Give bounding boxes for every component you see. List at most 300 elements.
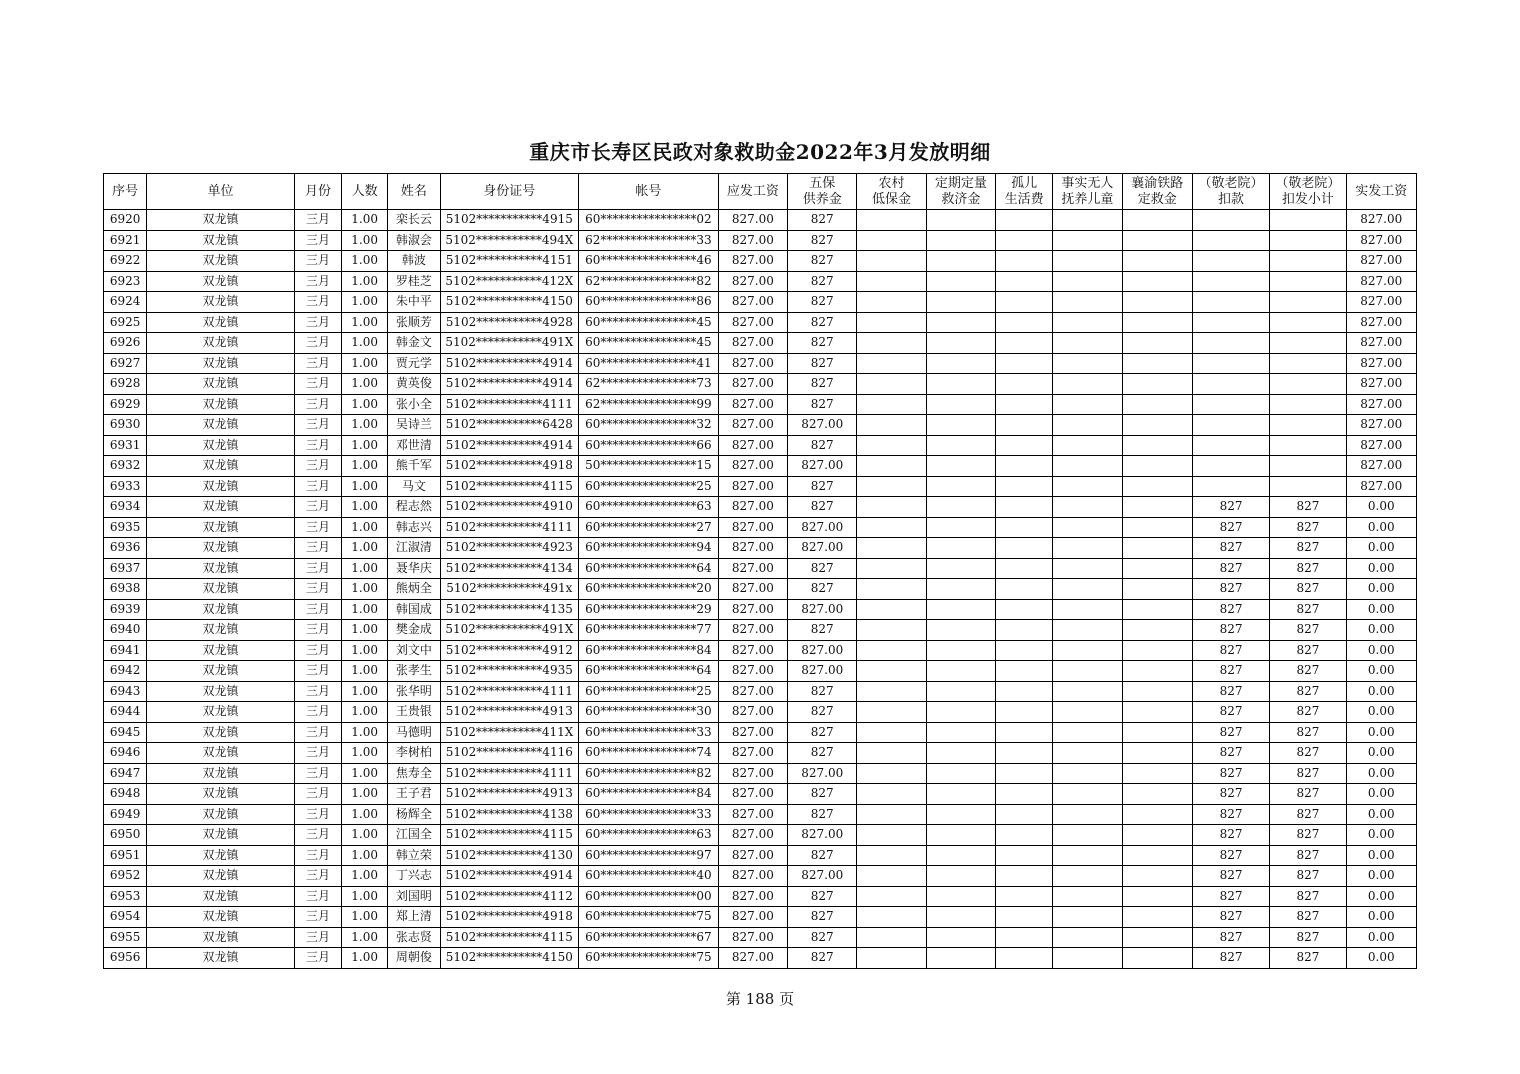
cell-actual: 0.00 xyxy=(1346,517,1416,538)
cell-seq: 6950 xyxy=(104,825,147,846)
cell-shishi xyxy=(1053,292,1122,313)
cell-count: 1.00 xyxy=(342,927,388,948)
cell-account: 60****************66 xyxy=(579,435,719,456)
table-row xyxy=(104,210,1417,231)
cell-seq: 6937 xyxy=(104,558,147,579)
cell-due: 827.00 xyxy=(718,825,787,846)
cell-xiangyu xyxy=(1122,292,1192,313)
cell-id: 5102***********4150 xyxy=(440,948,579,969)
cell-shishi xyxy=(1053,804,1122,825)
column-header-line: 生活费 xyxy=(1004,191,1044,207)
cell-month: 三月 xyxy=(294,886,341,907)
cell-dibao xyxy=(857,210,926,231)
cell-dibao xyxy=(857,599,926,620)
cell-wubao: 827.00 xyxy=(788,763,857,784)
cell-wubao: 827 xyxy=(788,312,857,333)
cell-xiangyu xyxy=(1122,948,1192,969)
cell-dibao xyxy=(857,517,926,538)
cell-month: 三月 xyxy=(294,661,341,682)
cell-xiangyu xyxy=(1122,476,1192,497)
cell-seq: 6926 xyxy=(104,333,147,354)
cell-shishi xyxy=(1053,640,1122,661)
cell-month: 三月 xyxy=(294,538,341,559)
cell-subtotal xyxy=(1270,456,1346,477)
table-row xyxy=(104,374,1417,395)
cell-xiangyu xyxy=(1122,620,1192,641)
cell-subtotal: 827 xyxy=(1270,804,1346,825)
cell-name: 杨辉全 xyxy=(388,804,440,825)
cell-wubao: 827 xyxy=(788,620,857,641)
cell-month: 三月 xyxy=(294,476,341,497)
cell-name: 韩立荣 xyxy=(388,845,440,866)
cell-actual: 0.00 xyxy=(1346,681,1416,702)
cell-id: 5102***********4130 xyxy=(440,845,579,866)
cell-subtotal: 827 xyxy=(1270,702,1346,723)
table-row xyxy=(104,497,1417,518)
column-header-dibao xyxy=(857,174,926,210)
cell-guer xyxy=(996,743,1053,764)
cell-subtotal: 827 xyxy=(1270,886,1346,907)
cell-guer xyxy=(996,476,1053,497)
cell-seq: 6928 xyxy=(104,374,147,395)
cell-month: 三月 xyxy=(294,292,341,313)
cell-xiangyu xyxy=(1122,415,1192,436)
cell-name: 江国全 xyxy=(388,825,440,846)
cell-subtotal: 827 xyxy=(1270,763,1346,784)
cell-deduct: 827 xyxy=(1192,497,1269,518)
cell-dibao xyxy=(857,476,926,497)
cell-seq: 6925 xyxy=(104,312,147,333)
cell-count: 1.00 xyxy=(342,804,388,825)
cell-due: 827.00 xyxy=(718,517,787,538)
cell-guer xyxy=(996,538,1053,559)
cell-actual: 0.00 xyxy=(1346,497,1416,518)
cell-dingqi xyxy=(926,312,995,333)
cell-due: 827.00 xyxy=(718,681,787,702)
cell-dibao xyxy=(857,312,926,333)
cell-seq: 6933 xyxy=(104,476,147,497)
cell-dingqi xyxy=(926,558,995,579)
cell-xiangyu xyxy=(1122,374,1192,395)
cell-wubao: 827 xyxy=(788,845,857,866)
cell-actual: 827.00 xyxy=(1346,333,1416,354)
cell-id: 5102***********4928 xyxy=(440,312,579,333)
cell-name: 黄英俊 xyxy=(388,374,440,395)
cell-guer xyxy=(996,558,1053,579)
cell-month: 三月 xyxy=(294,620,341,641)
table-row xyxy=(104,517,1417,538)
cell-id: 5102***********4111 xyxy=(440,394,579,415)
cell-id: 5102***********412X xyxy=(440,271,579,292)
table-row xyxy=(104,456,1417,477)
cell-name: 刘国明 xyxy=(388,886,440,907)
cell-account: 60****************74 xyxy=(579,743,719,764)
cell-unit: 双龙镇 xyxy=(147,230,295,251)
cell-wubao: 827 xyxy=(788,251,857,272)
cell-unit: 双龙镇 xyxy=(147,292,295,313)
cell-account: 60****************25 xyxy=(579,681,719,702)
cell-account: 60****************46 xyxy=(579,251,719,272)
column-header-guer xyxy=(996,174,1053,210)
cell-id: 5102***********4138 xyxy=(440,804,579,825)
cell-guer xyxy=(996,845,1053,866)
cell-deduct xyxy=(1192,415,1269,436)
cell-guer xyxy=(996,435,1053,456)
cell-name: 丁兴志 xyxy=(388,866,440,887)
cell-dibao xyxy=(857,353,926,374)
cell-account: 60****************33 xyxy=(579,722,719,743)
cell-wubao: 827.00 xyxy=(788,456,857,477)
cell-seq: 6924 xyxy=(104,292,147,313)
table-body xyxy=(104,210,1417,969)
cell-name: 栾长云 xyxy=(388,210,440,231)
cell-guer xyxy=(996,722,1053,743)
column-header-dingqi xyxy=(926,174,995,210)
cell-wubao: 827.00 xyxy=(788,866,857,887)
cell-unit: 双龙镇 xyxy=(147,415,295,436)
cell-shishi xyxy=(1053,312,1122,333)
cell-month: 三月 xyxy=(294,681,341,702)
column-header-line: 事实无人 xyxy=(1061,175,1114,191)
cell-shishi xyxy=(1053,599,1122,620)
cell-shishi xyxy=(1053,702,1122,723)
cell-guer xyxy=(996,517,1053,538)
cell-dibao xyxy=(857,251,926,272)
cell-name: 王贵银 xyxy=(388,702,440,723)
cell-account: 60****************77 xyxy=(579,620,719,641)
cell-due: 827.00 xyxy=(718,558,787,579)
column-header-account xyxy=(579,174,719,210)
cell-month: 三月 xyxy=(294,251,341,272)
table-row xyxy=(104,640,1417,661)
cell-xiangyu xyxy=(1122,681,1192,702)
cell-deduct xyxy=(1192,251,1269,272)
cell-deduct: 827 xyxy=(1192,907,1269,928)
column-header-name xyxy=(388,174,440,210)
cell-dingqi xyxy=(926,374,995,395)
cell-guer xyxy=(996,415,1053,436)
cell-account: 62****************33 xyxy=(579,230,719,251)
cell-wubao: 827 xyxy=(788,784,857,805)
cell-subtotal xyxy=(1270,374,1346,395)
cell-id: 5102***********4151 xyxy=(440,251,579,272)
cell-dibao xyxy=(857,702,926,723)
cell-dingqi xyxy=(926,394,995,415)
cell-deduct: 827 xyxy=(1192,517,1269,538)
cell-dingqi xyxy=(926,661,995,682)
cell-id: 5102***********4914 xyxy=(440,435,579,456)
cell-guer xyxy=(996,763,1053,784)
cell-month: 三月 xyxy=(294,271,341,292)
cell-dingqi xyxy=(926,538,995,559)
cell-count: 1.00 xyxy=(342,538,388,559)
cell-seq: 6920 xyxy=(104,210,147,231)
cell-wubao: 827 xyxy=(788,948,857,969)
cell-unit: 双龙镇 xyxy=(147,456,295,477)
cell-month: 三月 xyxy=(294,743,341,764)
cell-dingqi xyxy=(926,579,995,600)
cell-count: 1.00 xyxy=(342,681,388,702)
cell-month: 三月 xyxy=(294,784,341,805)
cell-xiangyu xyxy=(1122,763,1192,784)
cell-wubao: 827.00 xyxy=(788,640,857,661)
cell-deduct xyxy=(1192,394,1269,415)
cell-shishi xyxy=(1053,681,1122,702)
cell-id: 5102***********4150 xyxy=(440,292,579,313)
column-header-deduct xyxy=(1192,174,1269,210)
cell-xiangyu xyxy=(1122,497,1192,518)
table-row xyxy=(104,763,1417,784)
cell-due: 827.00 xyxy=(718,743,787,764)
cell-month: 三月 xyxy=(294,435,341,456)
cell-due: 827.00 xyxy=(718,333,787,354)
cell-deduct: 827 xyxy=(1192,620,1269,641)
cell-dibao xyxy=(857,558,926,579)
cell-actual: 0.00 xyxy=(1346,640,1416,661)
cell-dibao xyxy=(857,640,926,661)
cell-id: 5102***********4915 xyxy=(440,210,579,231)
cell-seq: 6944 xyxy=(104,702,147,723)
cell-seq: 6955 xyxy=(104,927,147,948)
table-row xyxy=(104,927,1417,948)
cell-account: 60****************63 xyxy=(579,497,719,518)
cell-wubao: 827 xyxy=(788,722,857,743)
cell-seq: 6943 xyxy=(104,681,147,702)
cell-name: 焦寿全 xyxy=(388,763,440,784)
cell-unit: 双龙镇 xyxy=(147,927,295,948)
table-row xyxy=(104,312,1417,333)
cell-actual: 827.00 xyxy=(1346,312,1416,333)
cell-actual: 827.00 xyxy=(1346,374,1416,395)
column-header-unit xyxy=(147,174,295,210)
column-header-month xyxy=(294,174,341,210)
table-row xyxy=(104,825,1417,846)
cell-shishi xyxy=(1053,722,1122,743)
cell-deduct: 827 xyxy=(1192,784,1269,805)
cell-actual: 827.00 xyxy=(1346,271,1416,292)
cell-account: 60****************02 xyxy=(579,210,719,231)
cell-id: 5102***********491X xyxy=(440,333,579,354)
cell-name: 李树柏 xyxy=(388,743,440,764)
cell-dingqi xyxy=(926,907,995,928)
cell-actual: 827.00 xyxy=(1346,435,1416,456)
cell-dingqi xyxy=(926,866,995,887)
cell-xiangyu xyxy=(1122,353,1192,374)
cell-dingqi xyxy=(926,845,995,866)
column-header-line: 五保 xyxy=(809,175,836,191)
column-header-subtotal xyxy=(1270,174,1346,210)
cell-dingqi xyxy=(926,640,995,661)
cell-shishi xyxy=(1053,558,1122,579)
cell-dingqi xyxy=(926,456,995,477)
cell-deduct xyxy=(1192,292,1269,313)
cell-id: 5102***********491X xyxy=(440,620,579,641)
cell-deduct xyxy=(1192,476,1269,497)
cell-deduct xyxy=(1192,271,1269,292)
cell-guer xyxy=(996,825,1053,846)
cell-id: 5102***********4112 xyxy=(440,886,579,907)
cell-dingqi xyxy=(926,620,995,641)
cell-deduct: 827 xyxy=(1192,558,1269,579)
cell-count: 1.00 xyxy=(342,825,388,846)
cell-count: 1.00 xyxy=(342,558,388,579)
column-header-line: 序号 xyxy=(112,183,139,199)
cell-xiangyu xyxy=(1122,640,1192,661)
cell-account: 62****************73 xyxy=(579,374,719,395)
cell-guer xyxy=(996,804,1053,825)
cell-deduct xyxy=(1192,312,1269,333)
cell-dibao xyxy=(857,681,926,702)
table-row xyxy=(104,702,1417,723)
cell-xiangyu xyxy=(1122,456,1192,477)
column-header-seq xyxy=(104,174,147,210)
cell-id: 5102***********6428 xyxy=(440,415,579,436)
cell-actual: 0.00 xyxy=(1346,825,1416,846)
cell-dibao xyxy=(857,230,926,251)
cell-actual: 827.00 xyxy=(1346,353,1416,374)
cell-month: 三月 xyxy=(294,558,341,579)
cell-xiangyu xyxy=(1122,702,1192,723)
column-header-line: 应发工资 xyxy=(726,183,779,199)
cell-unit: 双龙镇 xyxy=(147,599,295,620)
cell-dibao xyxy=(857,804,926,825)
cell-deduct xyxy=(1192,435,1269,456)
cell-name: 吴诗兰 xyxy=(388,415,440,436)
cell-count: 1.00 xyxy=(342,722,388,743)
cell-wubao: 827 xyxy=(788,927,857,948)
cell-due: 827.00 xyxy=(718,456,787,477)
cell-xiangyu xyxy=(1122,517,1192,538)
cell-shishi xyxy=(1053,374,1122,395)
cell-wubao: 827 xyxy=(788,394,857,415)
cell-month: 三月 xyxy=(294,722,341,743)
cell-xiangyu xyxy=(1122,722,1192,743)
cell-due: 827.00 xyxy=(718,702,787,723)
cell-wubao: 827 xyxy=(788,271,857,292)
cell-wubao: 827 xyxy=(788,230,857,251)
cell-dingqi xyxy=(926,599,995,620)
cell-subtotal xyxy=(1270,230,1346,251)
cell-shishi xyxy=(1053,497,1122,518)
cell-id: 5102***********4914 xyxy=(440,866,579,887)
cell-actual: 0.00 xyxy=(1346,661,1416,682)
cell-due: 827.00 xyxy=(718,394,787,415)
cell-subtotal: 827 xyxy=(1270,784,1346,805)
cell-subtotal xyxy=(1270,333,1346,354)
cell-dibao xyxy=(857,784,926,805)
cell-subtotal: 827 xyxy=(1270,661,1346,682)
cell-due: 827.00 xyxy=(718,866,787,887)
cell-wubao: 827.00 xyxy=(788,661,857,682)
cell-subtotal: 827 xyxy=(1270,599,1346,620)
cell-unit: 双龙镇 xyxy=(147,702,295,723)
cell-wubao: 827.00 xyxy=(788,415,857,436)
cell-unit: 双龙镇 xyxy=(147,907,295,928)
column-header-line: 低保金 xyxy=(872,191,912,207)
cell-actual: 827.00 xyxy=(1346,456,1416,477)
cell-deduct: 827 xyxy=(1192,661,1269,682)
cell-shishi xyxy=(1053,476,1122,497)
cell-actual: 0.00 xyxy=(1346,804,1416,825)
cell-guer xyxy=(996,620,1053,641)
cell-id: 5102***********4116 xyxy=(440,743,579,764)
table-header-row xyxy=(104,174,1417,210)
cell-actual: 827.00 xyxy=(1346,292,1416,313)
cell-seq: 6953 xyxy=(104,886,147,907)
cell-deduct: 827 xyxy=(1192,722,1269,743)
cell-xiangyu xyxy=(1122,743,1192,764)
cell-name: 马德明 xyxy=(388,722,440,743)
cell-unit: 双龙镇 xyxy=(147,476,295,497)
cell-unit: 双龙镇 xyxy=(147,353,295,374)
cell-account: 60****************29 xyxy=(579,599,719,620)
cell-deduct: 827 xyxy=(1192,681,1269,702)
cell-name: 张华明 xyxy=(388,681,440,702)
cell-xiangyu xyxy=(1122,210,1192,231)
cell-name: 王子君 xyxy=(388,784,440,805)
cell-actual: 0.00 xyxy=(1346,866,1416,887)
column-header-line: 实发工资 xyxy=(1355,183,1408,199)
cell-dingqi xyxy=(926,415,995,436)
cell-dibao xyxy=(857,661,926,682)
cell-id: 5102***********4918 xyxy=(440,456,579,477)
column-header-line: 姓名 xyxy=(400,183,427,199)
cell-deduct: 827 xyxy=(1192,866,1269,887)
cell-actual: 0.00 xyxy=(1346,558,1416,579)
table-row xyxy=(104,579,1417,600)
cell-account: 60****************94 xyxy=(579,538,719,559)
cell-subtotal: 827 xyxy=(1270,558,1346,579)
cell-seq: 6929 xyxy=(104,394,147,415)
cell-account: 60****************75 xyxy=(579,948,719,969)
cell-actual: 0.00 xyxy=(1346,845,1416,866)
cell-xiangyu xyxy=(1122,804,1192,825)
cell-dibao xyxy=(857,415,926,436)
cell-guer xyxy=(996,353,1053,374)
cell-dibao xyxy=(857,497,926,518)
cell-xiangyu xyxy=(1122,927,1192,948)
cell-subtotal: 827 xyxy=(1270,722,1346,743)
cell-count: 1.00 xyxy=(342,353,388,374)
cell-unit: 双龙镇 xyxy=(147,784,295,805)
cell-seq: 6951 xyxy=(104,845,147,866)
cell-name: 韩志兴 xyxy=(388,517,440,538)
cell-seq: 6936 xyxy=(104,538,147,559)
cell-name: 韩金文 xyxy=(388,333,440,354)
cell-shishi xyxy=(1053,230,1122,251)
cell-deduct: 827 xyxy=(1192,538,1269,559)
column-header-line: 扣款 xyxy=(1218,191,1245,207)
table-row xyxy=(104,948,1417,969)
cell-id: 5102***********4918 xyxy=(440,907,579,928)
cell-dibao xyxy=(857,907,926,928)
cell-dingqi xyxy=(926,804,995,825)
column-header-line: 月份 xyxy=(304,183,331,199)
cell-deduct: 827 xyxy=(1192,743,1269,764)
cell-count: 1.00 xyxy=(342,374,388,395)
table-row xyxy=(104,230,1417,251)
cell-id: 5102***********4115 xyxy=(440,476,579,497)
cell-subtotal: 827 xyxy=(1270,681,1346,702)
cell-deduct: 827 xyxy=(1192,599,1269,620)
table-row xyxy=(104,784,1417,805)
cell-deduct: 827 xyxy=(1192,886,1269,907)
cell-seq: 6956 xyxy=(104,948,147,969)
table-row xyxy=(104,251,1417,272)
cell-due: 827.00 xyxy=(718,763,787,784)
cell-seq: 6939 xyxy=(104,599,147,620)
cell-name: 贾元学 xyxy=(388,353,440,374)
